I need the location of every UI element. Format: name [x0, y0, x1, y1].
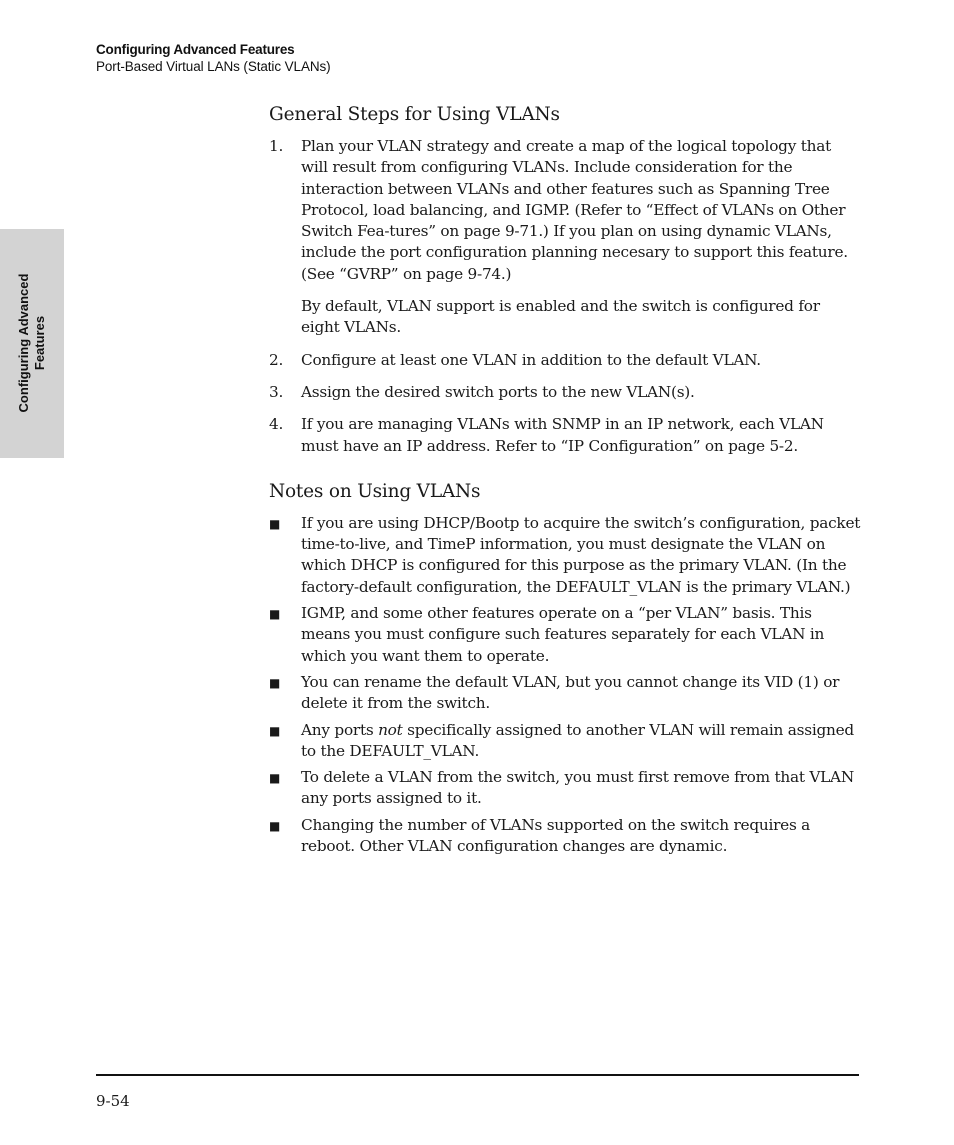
general-steps-heading: General Steps for Using VLANs	[269, 104, 560, 125]
bullet-icon: ■	[269, 516, 281, 531]
page-number: 9-54	[96, 1092, 130, 1110]
footer-rule	[96, 1074, 859, 1076]
step-note-text: By default, VLAN support is enabled and the switch is configured for eight VLANs.	[301, 297, 820, 337]
bullet-icon: ■	[269, 771, 281, 786]
section-title: Port-Based Virtual LANs (Static VLANs)	[96, 59, 331, 74]
step-number: 2.	[269, 350, 284, 369]
note-item	[269, 720, 861, 763]
notes-heading: Notes on Using VLANs	[269, 480, 481, 502]
running-header	[96, 41, 331, 75]
note-text-end: specifically assigned to another VLAN will remain assigned to the DEFAULT_VLAN.	[301, 720, 854, 760]
chapter-side-tab	[0, 229, 64, 458]
step-text: Plan your VLAN strategy and create a map of the logical topology that will result from configuring VLANs. Include consideration for the interaction between VLANs and other features such as Spanning Tree Protocol, load balancing, and IGMP. (Refer to “Effect of VLANs on Other Switch Fea-tures” on page 9-71.) If you plan on using dynamic VLANs, include the port configuration planning necesary to support this feature. (See “GVRP” on page 9-74.)	[301, 137, 848, 283]
bullet-icon: ■	[269, 675, 281, 690]
note-text: IGMP, and some other features operate on a “per VLAN” basis. This means you must configure such features separately for each VLAN in which you want them to operate.	[301, 604, 825, 665]
step-text: If you are managing VLANs with SNMP in an IP network, each VLAN must have an IP address. Refer to “IP Configuration” on page 5-2.	[301, 415, 824, 455]
step-item	[269, 350, 861, 371]
note-text: You can rename the default VLAN, but you cannot change its VID (1) or delete it from the switch.	[301, 672, 840, 713]
step-item	[269, 382, 861, 403]
side-tab-label	[16, 233, 48, 453]
note-text: To delete a VLAN from the switch, you must first remove from that VLAN any ports assigned to it.	[301, 768, 854, 808]
note-text: If you are using DHCP/Bootp to acquire the switch’s configuration, packet time-to-live, and TimeP information, you must designate the VLAN on which DHCP is configured for this purpose as the primary VLAN. (In the factory-default configuration, the DEFAULT_VLAN is the primary VLAN.)	[301, 513, 861, 596]
note-item	[269, 513, 861, 598]
side-tab-label-line2: Features	[32, 315, 47, 371]
note-text-start: Any ports	[301, 720, 379, 739]
note-text	[301, 720, 861, 763]
bullet-icon: ■	[269, 723, 281, 738]
step-number: 4.	[269, 415, 284, 434]
step-item	[269, 136, 861, 339]
bullet-icon: ■	[269, 818, 281, 833]
note-item	[269, 603, 861, 667]
steps-list	[269, 136, 861, 457]
side-tab-label-line1: Configuring Advanced	[16, 273, 31, 413]
note-item	[269, 815, 861, 858]
note-item	[269, 767, 861, 810]
step-text: Assign the desired switch ports to the new VLAN(s).	[301, 382, 695, 401]
step-number: 3.	[269, 382, 284, 401]
main-content	[269, 103, 861, 862]
note-emphasis: not	[378, 720, 403, 739]
step-item	[269, 414, 861, 457]
note-item	[269, 672, 861, 715]
chapter-title: Configuring Advanced Features	[96, 42, 295, 57]
step-number: 1.	[269, 137, 284, 155]
bullet-icon: ■	[269, 607, 281, 622]
step-text: Configure at least one VLAN in addition to the default VLAN.	[301, 350, 761, 369]
notes-list	[269, 513, 861, 857]
note-text: Changing the number of VLANs supported on the switch requires a reboot. Other VLAN configuration changes are dynamic.	[301, 815, 811, 856]
